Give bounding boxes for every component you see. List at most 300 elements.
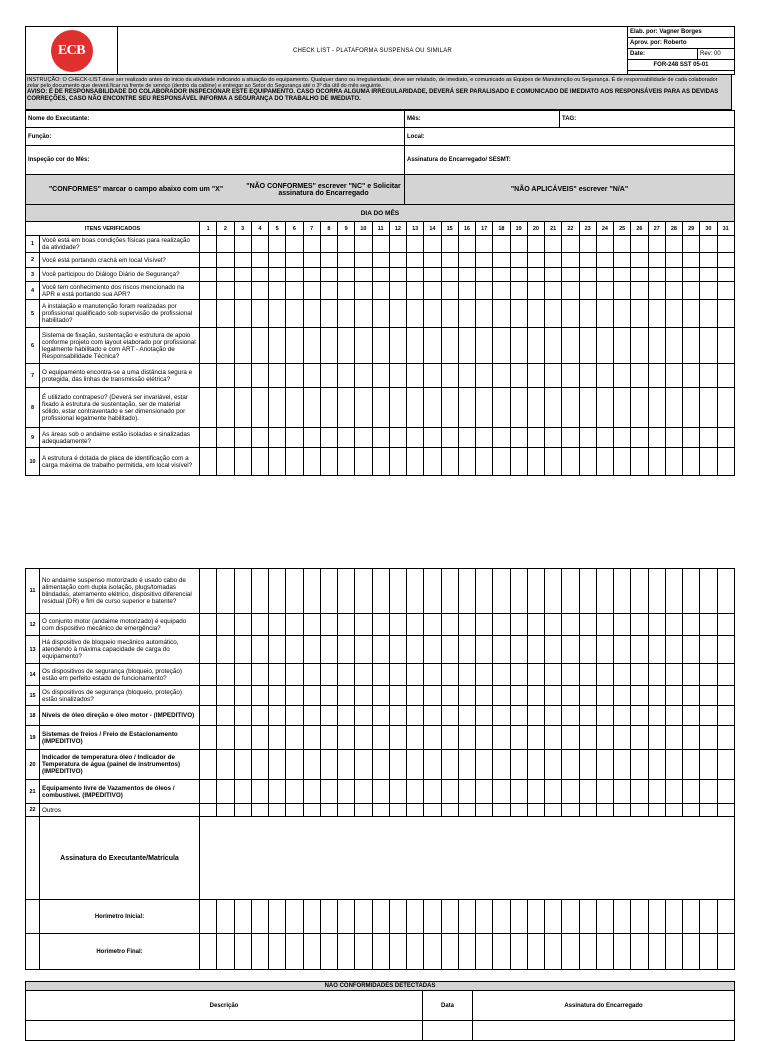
check-cell-day-30[interactable] <box>700 686 717 706</box>
hor-fim-day-24[interactable] <box>596 934 613 970</box>
check-cell-day-20[interactable] <box>527 364 544 388</box>
check-cell-day-19[interactable] <box>510 428 527 448</box>
check-cell-day-16[interactable] <box>458 300 475 328</box>
check-cell-day-21[interactable] <box>545 664 562 686</box>
check-cell-day-13[interactable] <box>407 300 424 328</box>
check-cell-day-25[interactable] <box>614 569 631 614</box>
check-cell-day-11[interactable] <box>372 664 389 686</box>
check-cell-day-11[interactable] <box>372 236 389 253</box>
check-cell-day-19[interactable] <box>510 268 527 282</box>
check-cell-day-15[interactable] <box>441 726 458 750</box>
check-cell-day-28[interactable] <box>665 726 682 750</box>
check-cell-day-27[interactable] <box>648 664 665 686</box>
check-cell-day-12[interactable] <box>389 388 406 428</box>
check-cell-day-6[interactable] <box>286 686 303 706</box>
check-cell-day-18[interactable] <box>493 364 510 388</box>
check-cell-day-1[interactable] <box>200 282 217 300</box>
check-cell-day-5[interactable] <box>269 236 286 253</box>
check-cell-day-27[interactable] <box>648 569 665 614</box>
check-cell-day-6[interactable] <box>286 664 303 686</box>
check-cell-day-5[interactable] <box>269 664 286 686</box>
check-cell-day-31[interactable] <box>717 780 734 804</box>
check-cell-day-1[interactable] <box>200 726 217 750</box>
check-cell-day-20[interactable] <box>527 428 544 448</box>
check-cell-day-8[interactable] <box>320 282 337 300</box>
check-cell-day-25[interactable] <box>614 726 631 750</box>
check-cell-day-5[interactable] <box>269 282 286 300</box>
check-cell-day-30[interactable] <box>700 300 717 328</box>
check-cell-day-31[interactable] <box>717 328 734 364</box>
check-cell-day-22[interactable] <box>562 253 579 268</box>
hor-ini-day-12[interactable] <box>389 900 406 934</box>
check-cell-day-9[interactable] <box>338 780 355 804</box>
check-cell-day-7[interactable] <box>303 364 320 388</box>
check-cell-day-13[interactable] <box>407 236 424 253</box>
hor-ini-day-11[interactable] <box>372 900 389 934</box>
check-cell-day-11[interactable] <box>372 300 389 328</box>
check-cell-day-3[interactable] <box>234 388 251 428</box>
check-cell-day-25[interactable] <box>614 636 631 664</box>
check-cell-day-13[interactable] <box>407 636 424 664</box>
check-cell-day-10[interactable] <box>355 328 372 364</box>
check-cell-day-4[interactable] <box>251 428 268 448</box>
check-cell-day-20[interactable] <box>527 282 544 300</box>
check-cell-day-10[interactable] <box>355 636 372 664</box>
check-cell-day-24[interactable] <box>596 726 613 750</box>
hor-ini-day-1[interactable] <box>200 900 217 934</box>
check-cell-day-18[interactable] <box>493 428 510 448</box>
check-cell-day-18[interactable] <box>493 253 510 268</box>
check-cell-day-26[interactable] <box>631 636 648 664</box>
check-cell-day-29[interactable] <box>683 328 700 364</box>
check-cell-day-3[interactable] <box>234 780 251 804</box>
hor-fim-day-1[interactable] <box>200 934 217 970</box>
check-cell-day-26[interactable] <box>631 300 648 328</box>
check-cell-day-8[interactable] <box>320 804 337 817</box>
check-cell-day-28[interactable] <box>665 614 682 636</box>
check-cell-day-2[interactable] <box>217 300 234 328</box>
hor-fim-day-12[interactable] <box>389 934 406 970</box>
check-cell-day-30[interactable] <box>700 750 717 780</box>
check-cell-day-19[interactable] <box>510 706 527 726</box>
check-cell-day-9[interactable] <box>338 636 355 664</box>
check-cell-day-2[interactable] <box>217 664 234 686</box>
hor-ini-day-23[interactable] <box>579 900 596 934</box>
check-cell-day-3[interactable] <box>234 804 251 817</box>
check-cell-day-16[interactable] <box>458 569 475 614</box>
check-cell-day-22[interactable] <box>562 636 579 664</box>
hor-fim-day-28[interactable] <box>665 934 682 970</box>
check-cell-day-21[interactable] <box>545 636 562 664</box>
check-cell-day-13[interactable] <box>407 253 424 268</box>
check-cell-day-2[interactable] <box>217 569 234 614</box>
check-cell-day-17[interactable] <box>476 428 493 448</box>
check-cell-day-24[interactable] <box>596 268 613 282</box>
check-cell-day-20[interactable] <box>527 253 544 268</box>
check-cell-day-1[interactable] <box>200 328 217 364</box>
check-cell-day-23[interactable] <box>579 328 596 364</box>
check-cell-day-17[interactable] <box>476 282 493 300</box>
check-cell-day-29[interactable] <box>683 569 700 614</box>
check-cell-day-30[interactable] <box>700 448 717 476</box>
check-cell-day-29[interactable] <box>683 282 700 300</box>
check-cell-day-12[interactable] <box>389 253 406 268</box>
check-cell-day-23[interactable] <box>579 706 596 726</box>
check-cell-day-9[interactable] <box>338 706 355 726</box>
check-cell-day-31[interactable] <box>717 686 734 706</box>
hor-ini-day-22[interactable] <box>562 900 579 934</box>
check-cell-day-6[interactable] <box>286 750 303 780</box>
check-cell-day-3[interactable] <box>234 686 251 706</box>
check-cell-day-3[interactable] <box>234 726 251 750</box>
check-cell-day-22[interactable] <box>562 364 579 388</box>
check-cell-day-9[interactable] <box>338 750 355 780</box>
check-cell-day-15[interactable] <box>441 636 458 664</box>
check-cell-day-23[interactable] <box>579 388 596 428</box>
check-cell-day-21[interactable] <box>545 780 562 804</box>
check-cell-day-3[interactable] <box>234 569 251 614</box>
check-cell-day-24[interactable] <box>596 300 613 328</box>
check-cell-day-6[interactable] <box>286 328 303 364</box>
check-cell-day-27[interactable] <box>648 253 665 268</box>
check-cell-day-27[interactable] <box>648 328 665 364</box>
check-cell-day-23[interactable] <box>579 253 596 268</box>
check-cell-day-21[interactable] <box>545 569 562 614</box>
check-cell-day-28[interactable] <box>665 706 682 726</box>
check-cell-day-14[interactable] <box>424 780 441 804</box>
check-cell-day-1[interactable] <box>200 664 217 686</box>
check-cell-day-7[interactable] <box>303 780 320 804</box>
check-cell-day-30[interactable] <box>700 268 717 282</box>
check-cell-day-28[interactable] <box>665 300 682 328</box>
check-cell-day-1[interactable] <box>200 614 217 636</box>
check-cell-day-12[interactable] <box>389 236 406 253</box>
check-cell-day-21[interactable] <box>545 726 562 750</box>
check-cell-day-10[interactable] <box>355 388 372 428</box>
check-cell-day-5[interactable] <box>269 300 286 328</box>
check-cell-day-8[interactable] <box>320 636 337 664</box>
check-cell-day-25[interactable] <box>614 706 631 726</box>
check-cell-day-8[interactable] <box>320 664 337 686</box>
check-cell-day-3[interactable] <box>234 614 251 636</box>
check-cell-day-12[interactable] <box>389 664 406 686</box>
check-cell-day-18[interactable] <box>493 388 510 428</box>
check-cell-day-30[interactable] <box>700 706 717 726</box>
check-cell-day-15[interactable] <box>441 300 458 328</box>
check-cell-day-25[interactable] <box>614 448 631 476</box>
check-cell-day-25[interactable] <box>614 282 631 300</box>
check-cell-day-20[interactable] <box>527 636 544 664</box>
hor-fim-day-26[interactable] <box>631 934 648 970</box>
check-cell-day-5[interactable] <box>269 780 286 804</box>
check-cell-day-13[interactable] <box>407 706 424 726</box>
check-cell-day-28[interactable] <box>665 388 682 428</box>
hor-fim-day-22[interactable] <box>562 934 579 970</box>
check-cell-day-12[interactable] <box>389 636 406 664</box>
check-cell-day-27[interactable] <box>648 236 665 253</box>
check-cell-day-11[interactable] <box>372 569 389 614</box>
check-cell-day-21[interactable] <box>545 253 562 268</box>
check-cell-day-20[interactable] <box>527 706 544 726</box>
check-cell-day-23[interactable] <box>579 300 596 328</box>
check-cell-day-5[interactable] <box>269 569 286 614</box>
check-cell-day-30[interactable] <box>700 282 717 300</box>
check-cell-day-17[interactable] <box>476 300 493 328</box>
check-cell-day-7[interactable] <box>303 300 320 328</box>
check-cell-day-18[interactable] <box>493 614 510 636</box>
hor-fim-day-3[interactable] <box>234 934 251 970</box>
check-cell-day-31[interactable] <box>717 614 734 636</box>
check-cell-day-21[interactable] <box>545 364 562 388</box>
funcao-field[interactable]: Função: <box>26 128 405 146</box>
check-cell-day-20[interactable] <box>527 686 544 706</box>
check-cell-day-17[interactable] <box>476 236 493 253</box>
check-cell-day-27[interactable] <box>648 726 665 750</box>
check-cell-day-12[interactable] <box>389 448 406 476</box>
check-cell-day-29[interactable] <box>683 388 700 428</box>
check-cell-day-27[interactable] <box>648 706 665 726</box>
check-cell-day-28[interactable] <box>665 253 682 268</box>
hor-fim-day-9[interactable] <box>338 934 355 970</box>
check-cell-day-22[interactable] <box>562 388 579 428</box>
hor-ini-day-17[interactable] <box>476 900 493 934</box>
check-cell-day-8[interactable] <box>320 706 337 726</box>
check-cell-day-20[interactable] <box>527 750 544 780</box>
check-cell-day-26[interactable] <box>631 569 648 614</box>
check-cell-day-10[interactable] <box>355 726 372 750</box>
hor-ini-day-25[interactable] <box>614 900 631 934</box>
check-cell-day-27[interactable] <box>648 364 665 388</box>
check-cell-day-2[interactable] <box>217 636 234 664</box>
check-cell-day-26[interactable] <box>631 664 648 686</box>
check-cell-day-26[interactable] <box>631 726 648 750</box>
check-cell-day-13[interactable] <box>407 448 424 476</box>
check-cell-day-4[interactable] <box>251 364 268 388</box>
check-cell-day-16[interactable] <box>458 388 475 428</box>
check-cell-day-8[interactable] <box>320 268 337 282</box>
check-cell-day-2[interactable] <box>217 780 234 804</box>
check-cell-day-2[interactable] <box>217 328 234 364</box>
check-cell-day-11[interactable] <box>372 364 389 388</box>
check-cell-day-16[interactable] <box>458 664 475 686</box>
check-cell-day-21[interactable] <box>545 614 562 636</box>
check-cell-day-24[interactable] <box>596 780 613 804</box>
check-cell-day-2[interactable] <box>217 804 234 817</box>
check-cell-day-17[interactable] <box>476 364 493 388</box>
check-cell-day-6[interactable] <box>286 282 303 300</box>
check-cell-day-27[interactable] <box>648 750 665 780</box>
check-cell-day-6[interactable] <box>286 364 303 388</box>
check-cell-day-8[interactable] <box>320 750 337 780</box>
check-cell-day-18[interactable] <box>493 328 510 364</box>
check-cell-day-3[interactable] <box>234 364 251 388</box>
check-cell-day-11[interactable] <box>372 726 389 750</box>
check-cell-day-17[interactable] <box>476 706 493 726</box>
hor-ini-day-18[interactable] <box>493 900 510 934</box>
check-cell-day-13[interactable] <box>407 664 424 686</box>
check-cell-day-4[interactable] <box>251 448 268 476</box>
check-cell-day-21[interactable] <box>545 282 562 300</box>
check-cell-day-19[interactable] <box>510 253 527 268</box>
check-cell-day-8[interactable] <box>320 780 337 804</box>
check-cell-day-15[interactable] <box>441 614 458 636</box>
check-cell-day-7[interactable] <box>303 428 320 448</box>
hor-fim-day-16[interactable] <box>458 934 475 970</box>
check-cell-day-16[interactable] <box>458 282 475 300</box>
check-cell-day-14[interactable] <box>424 328 441 364</box>
check-cell-day-16[interactable] <box>458 328 475 364</box>
check-cell-day-15[interactable] <box>441 448 458 476</box>
check-cell-day-28[interactable] <box>665 328 682 364</box>
check-cell-day-7[interactable] <box>303 804 320 817</box>
check-cell-day-1[interactable] <box>200 300 217 328</box>
hor-ini-day-29[interactable] <box>683 900 700 934</box>
check-cell-day-17[interactable] <box>476 726 493 750</box>
check-cell-day-7[interactable] <box>303 614 320 636</box>
check-cell-day-10[interactable] <box>355 686 372 706</box>
check-cell-day-11[interactable] <box>372 636 389 664</box>
check-cell-day-20[interactable] <box>527 300 544 328</box>
check-cell-day-20[interactable] <box>527 664 544 686</box>
check-cell-day-16[interactable] <box>458 364 475 388</box>
assinatura-executante-area[interactable] <box>200 817 735 900</box>
hor-fim-day-17[interactable] <box>476 934 493 970</box>
check-cell-day-10[interactable] <box>355 282 372 300</box>
check-cell-day-24[interactable] <box>596 686 613 706</box>
hor-ini-day-9[interactable] <box>338 900 355 934</box>
check-cell-day-24[interactable] <box>596 236 613 253</box>
hor-fim-day-13[interactable] <box>407 934 424 970</box>
check-cell-day-26[interactable] <box>631 388 648 428</box>
check-cell-day-25[interactable] <box>614 750 631 780</box>
check-cell-day-3[interactable] <box>234 706 251 726</box>
check-cell-day-23[interactable] <box>579 364 596 388</box>
check-cell-day-8[interactable] <box>320 236 337 253</box>
check-cell-day-16[interactable] <box>458 428 475 448</box>
check-cell-day-29[interactable] <box>683 750 700 780</box>
check-cell-day-13[interactable] <box>407 750 424 780</box>
check-cell-day-6[interactable] <box>286 268 303 282</box>
check-cell-day-14[interactable] <box>424 706 441 726</box>
check-cell-day-1[interactable] <box>200 750 217 780</box>
check-cell-day-23[interactable] <box>579 750 596 780</box>
check-cell-day-11[interactable] <box>372 282 389 300</box>
check-cell-day-24[interactable] <box>596 706 613 726</box>
check-cell-day-8[interactable] <box>320 388 337 428</box>
check-cell-day-17[interactable] <box>476 569 493 614</box>
check-cell-day-9[interactable] <box>338 236 355 253</box>
assinatura-encarregado-field[interactable]: Assinatura do Encarregado/ SESMT: <box>405 146 735 175</box>
check-cell-day-25[interactable] <box>614 364 631 388</box>
check-cell-day-14[interactable] <box>424 282 441 300</box>
check-cell-day-29[interactable] <box>683 300 700 328</box>
check-cell-day-12[interactable] <box>389 300 406 328</box>
check-cell-day-7[interactable] <box>303 569 320 614</box>
check-cell-day-10[interactable] <box>355 804 372 817</box>
check-cell-day-23[interactable] <box>579 282 596 300</box>
check-cell-day-25[interactable] <box>614 614 631 636</box>
check-cell-day-1[interactable] <box>200 448 217 476</box>
check-cell-day-25[interactable] <box>614 664 631 686</box>
check-cell-day-7[interactable] <box>303 664 320 686</box>
check-cell-day-13[interactable] <box>407 569 424 614</box>
check-cell-day-15[interactable] <box>441 780 458 804</box>
check-cell-day-3[interactable] <box>234 268 251 282</box>
hor-fim-day-19[interactable] <box>510 934 527 970</box>
check-cell-day-30[interactable] <box>700 388 717 428</box>
hor-ini-day-16[interactable] <box>458 900 475 934</box>
check-cell-day-10[interactable] <box>355 268 372 282</box>
check-cell-day-29[interactable] <box>683 236 700 253</box>
check-cell-day-6[interactable] <box>286 448 303 476</box>
check-cell-day-17[interactable] <box>476 664 493 686</box>
check-cell-day-24[interactable] <box>596 750 613 780</box>
check-cell-day-7[interactable] <box>303 750 320 780</box>
check-cell-day-3[interactable] <box>234 448 251 476</box>
check-cell-day-26[interactable] <box>631 686 648 706</box>
check-cell-day-14[interactable] <box>424 804 441 817</box>
check-cell-day-17[interactable] <box>476 636 493 664</box>
check-cell-day-15[interactable] <box>441 364 458 388</box>
hor-fim-day-15[interactable] <box>441 934 458 970</box>
check-cell-day-10[interactable] <box>355 300 372 328</box>
check-cell-day-31[interactable] <box>717 636 734 664</box>
check-cell-day-2[interactable] <box>217 428 234 448</box>
check-cell-day-12[interactable] <box>389 569 406 614</box>
hor-fim-day-2[interactable] <box>217 934 234 970</box>
check-cell-day-4[interactable] <box>251 388 268 428</box>
check-cell-day-3[interactable] <box>234 750 251 780</box>
hor-ini-day-7[interactable] <box>303 900 320 934</box>
check-cell-day-14[interactable] <box>424 750 441 780</box>
check-cell-day-12[interactable] <box>389 780 406 804</box>
check-cell-day-15[interactable] <box>441 268 458 282</box>
check-cell-day-3[interactable] <box>234 428 251 448</box>
check-cell-day-3[interactable] <box>234 300 251 328</box>
check-cell-day-18[interactable] <box>493 804 510 817</box>
check-cell-day-22[interactable] <box>562 750 579 780</box>
check-cell-day-6[interactable] <box>286 236 303 253</box>
check-cell-day-26[interactable] <box>631 328 648 364</box>
check-cell-day-5[interactable] <box>269 268 286 282</box>
check-cell-day-15[interactable] <box>441 428 458 448</box>
check-cell-day-17[interactable] <box>476 750 493 780</box>
check-cell-day-20[interactable] <box>527 804 544 817</box>
check-cell-day-30[interactable] <box>700 328 717 364</box>
check-cell-day-9[interactable] <box>338 388 355 428</box>
check-cell-day-8[interactable] <box>320 448 337 476</box>
check-cell-day-18[interactable] <box>493 268 510 282</box>
hor-fim-day-14[interactable] <box>424 934 441 970</box>
check-cell-day-9[interactable] <box>338 569 355 614</box>
check-cell-day-25[interactable] <box>614 236 631 253</box>
check-cell-day-27[interactable] <box>648 388 665 428</box>
check-cell-day-9[interactable] <box>338 726 355 750</box>
check-cell-day-6[interactable] <box>286 706 303 726</box>
check-cell-day-29[interactable] <box>683 253 700 268</box>
check-cell-day-17[interactable] <box>476 388 493 428</box>
check-cell-day-29[interactable] <box>683 448 700 476</box>
check-cell-day-28[interactable] <box>665 448 682 476</box>
check-cell-day-18[interactable] <box>493 750 510 780</box>
check-cell-day-6[interactable] <box>286 300 303 328</box>
check-cell-day-17[interactable] <box>476 614 493 636</box>
hor-fim-day-7[interactable] <box>303 934 320 970</box>
check-cell-day-19[interactable] <box>510 804 527 817</box>
check-cell-day-14[interactable] <box>424 664 441 686</box>
check-cell-day-31[interactable] <box>717 236 734 253</box>
check-cell-day-11[interactable] <box>372 780 389 804</box>
